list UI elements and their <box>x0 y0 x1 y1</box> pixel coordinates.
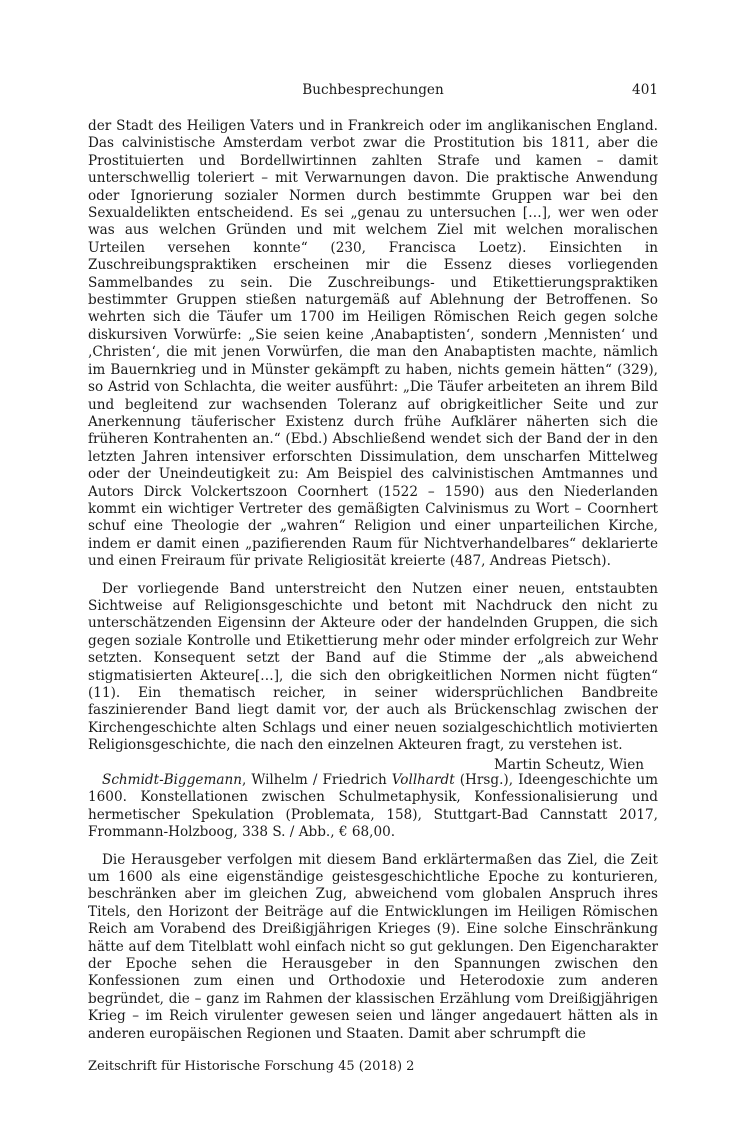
author-2-surname: Vollhardt <box>391 772 455 788</box>
page-header <box>88 82 658 102</box>
review-1 <box>88 118 658 774</box>
author-1-rest: , Wilhelm / Friedrich <box>241 772 392 788</box>
running-title: Buchbesprechungen <box>302 82 444 98</box>
journal-footer: Zeitschrift für Historische Forschung 45 (2018) 2 <box>88 1059 415 1074</box>
citation-details: (Hrsg.), Ideengeschichte um 1600. Konstellationen zwischen Schulmetaphysik, Konfessionalisierung und hermetischer Spekulation (Problemata, 158), Stuttgart-Bad Cannstatt 2017, Frommann-Holzboog, 338 S. / Abb., € 68,00. <box>88 772 658 841</box>
author-1-surname: Schmidt-Biggemann <box>102 772 242 788</box>
review-2-paragraph-1: Die Herausgeber verfolgen mit diesem Band erklärtermaßen das Ziel, die Zeit um 1600 als eine eigenständige geistesgeschichtliche Epoche zu konturieren, beschränken aber im gleichen Zug, abweichend vom globalen Anspruch ihres Titels, den Horizont der Beiträge auf die Entwicklungen im Heiligen Römischen Reich am Vorabend des Dreißigjährigen Krieges (9). Eine solche Einschränkung hätte auf dem Titelblatt wohl einfach nicht so gut geklungen. Den Eigencharakter der Epoche sehen die Herausgeber in den Spannungen zwischen den Konfessionen zum einen und Orthodoxie und Heterodoxie zum anderen begründet, die – ganz im Rahmen der klassischen Erzählung vom Dreißigjährigen Krieg – im Reich virulenter gewesen seien und länger angedauert hätten als in anderen europäischen Regionen und Staaten. Damit aber schrumpft die <box>88 851 658 1042</box>
page-number: 401 <box>632 82 658 98</box>
book-citation <box>88 772 658 842</box>
review-1-paragraph-2: Der vorliegende Band unterstreicht den Nutzen einer neuen, entstaubten Sichtweise auf Religionsgeschichte und betont mit Nachdruck den nicht zu unterschätzenden Eigensinn der Akteure oder der handelnden Gruppen, die sich gegen soziale Kontrolle und Etikettierung mehr oder minder erfolgreich zur Wehr setzten. Konsequent setzt der Band auf die Stimme der „als abweichend stigmatisierten Akteure[…], die sich den obrigkeitlichen Normen nicht fügten“ (11). Ein thematisch reicher, in seiner widersprüchlichen Bandbreite faszinierender Band liegt damit vor, der auch als Brückenschlag zwischen der Kirchengeschichte alten Schlags und einer neuen sozialgeschichtlich motivierten Religionsgeschichte, die nach den einzelnen Akteuren fragt, zu verstehen ist. <box>88 580 658 754</box>
reviewer-signature: Martin Scheutz, Wien <box>493 756 644 773</box>
review-1-paragraph-1: der Stadt des Heiligen Vaters und in Frankreich oder im anglikanischen England. Das calvinistische Amsterdam verbot zwar die Prostitution bis 1811, aber die Prostituierten und Bordellwirtinnen zahlten Strafe und kamen – damit unterschwellig toleriert – mit Verwarnungen davon. Die praktische Anwendung oder Ignorierung sozialer Normen durch bestimmte Gruppen war bei den Sexualdelikten entscheidend. Es sei „genau zu untersuchen […], wer wen oder was aus welchen Gründen und mit welchem Ziel mit welchen moralischen Urteilen versehen konnte“ (230, Francisca Loetz). Einsichten in Zuschreibungspraktiken erscheinen mir die Essenz dieses vorliegenden Sammelbandes zu sein. Die Zuschreibungs- und Etikettierungspraktiken bestimmter Gruppen stießen naturgemäß auf Ablehnung der Betroffenen. So wehrten sich die Täufer um 1700 im Heiligen Römischen Reich gegen solche diskursiven Vorwürfe: „Sie seien keine ‚Anabaptisten‘, sondern ‚Mennisten‘ und ‚Christen‘, die mit jenen Vorwürfen, die man den Anabaptisten machte, nämlich im Bauernkrieg und in Münster gekämpft zu haben, nichts gemein hätten“ (329), so Astrid von Schlachta, die weiter ausführt: „Die Täufer arbeiteten an ihrem Bild und begleitend zur wachsenden Toleranz auf obrigkeitlicher Seite und zur Anerkennung täuferischer Existenz durch frühe Aufklärer näherten sich die früheren Kontrahenten an.“ (Ebd.) Abschließend wendet sich der Band der in den letzten Jahren intensiver erforschten Dissimulation, dem unscharfen Mittelweg oder der Uneindeutigkeit zu: Am Beispiel des calvinistischen Amtmannes und Autors Dirck Volckertszoon Coornhert (1522 – 1590) aus den Niederlanden kommt ein wichtiger Vertreter des gemäßigten Calvinismus zu Wort – Coornhert schuf eine Theologie der „wahren“ Religion und einer unparteilichen Kirche, indem er damit einen „pazifierenden Raum für Nichtverhandelbares“ deklarierte und einen Freiraum für private Religiosität kreierte (487, Andreas Pietsch). <box>88 118 658 570</box>
review-2 <box>88 772 658 1043</box>
